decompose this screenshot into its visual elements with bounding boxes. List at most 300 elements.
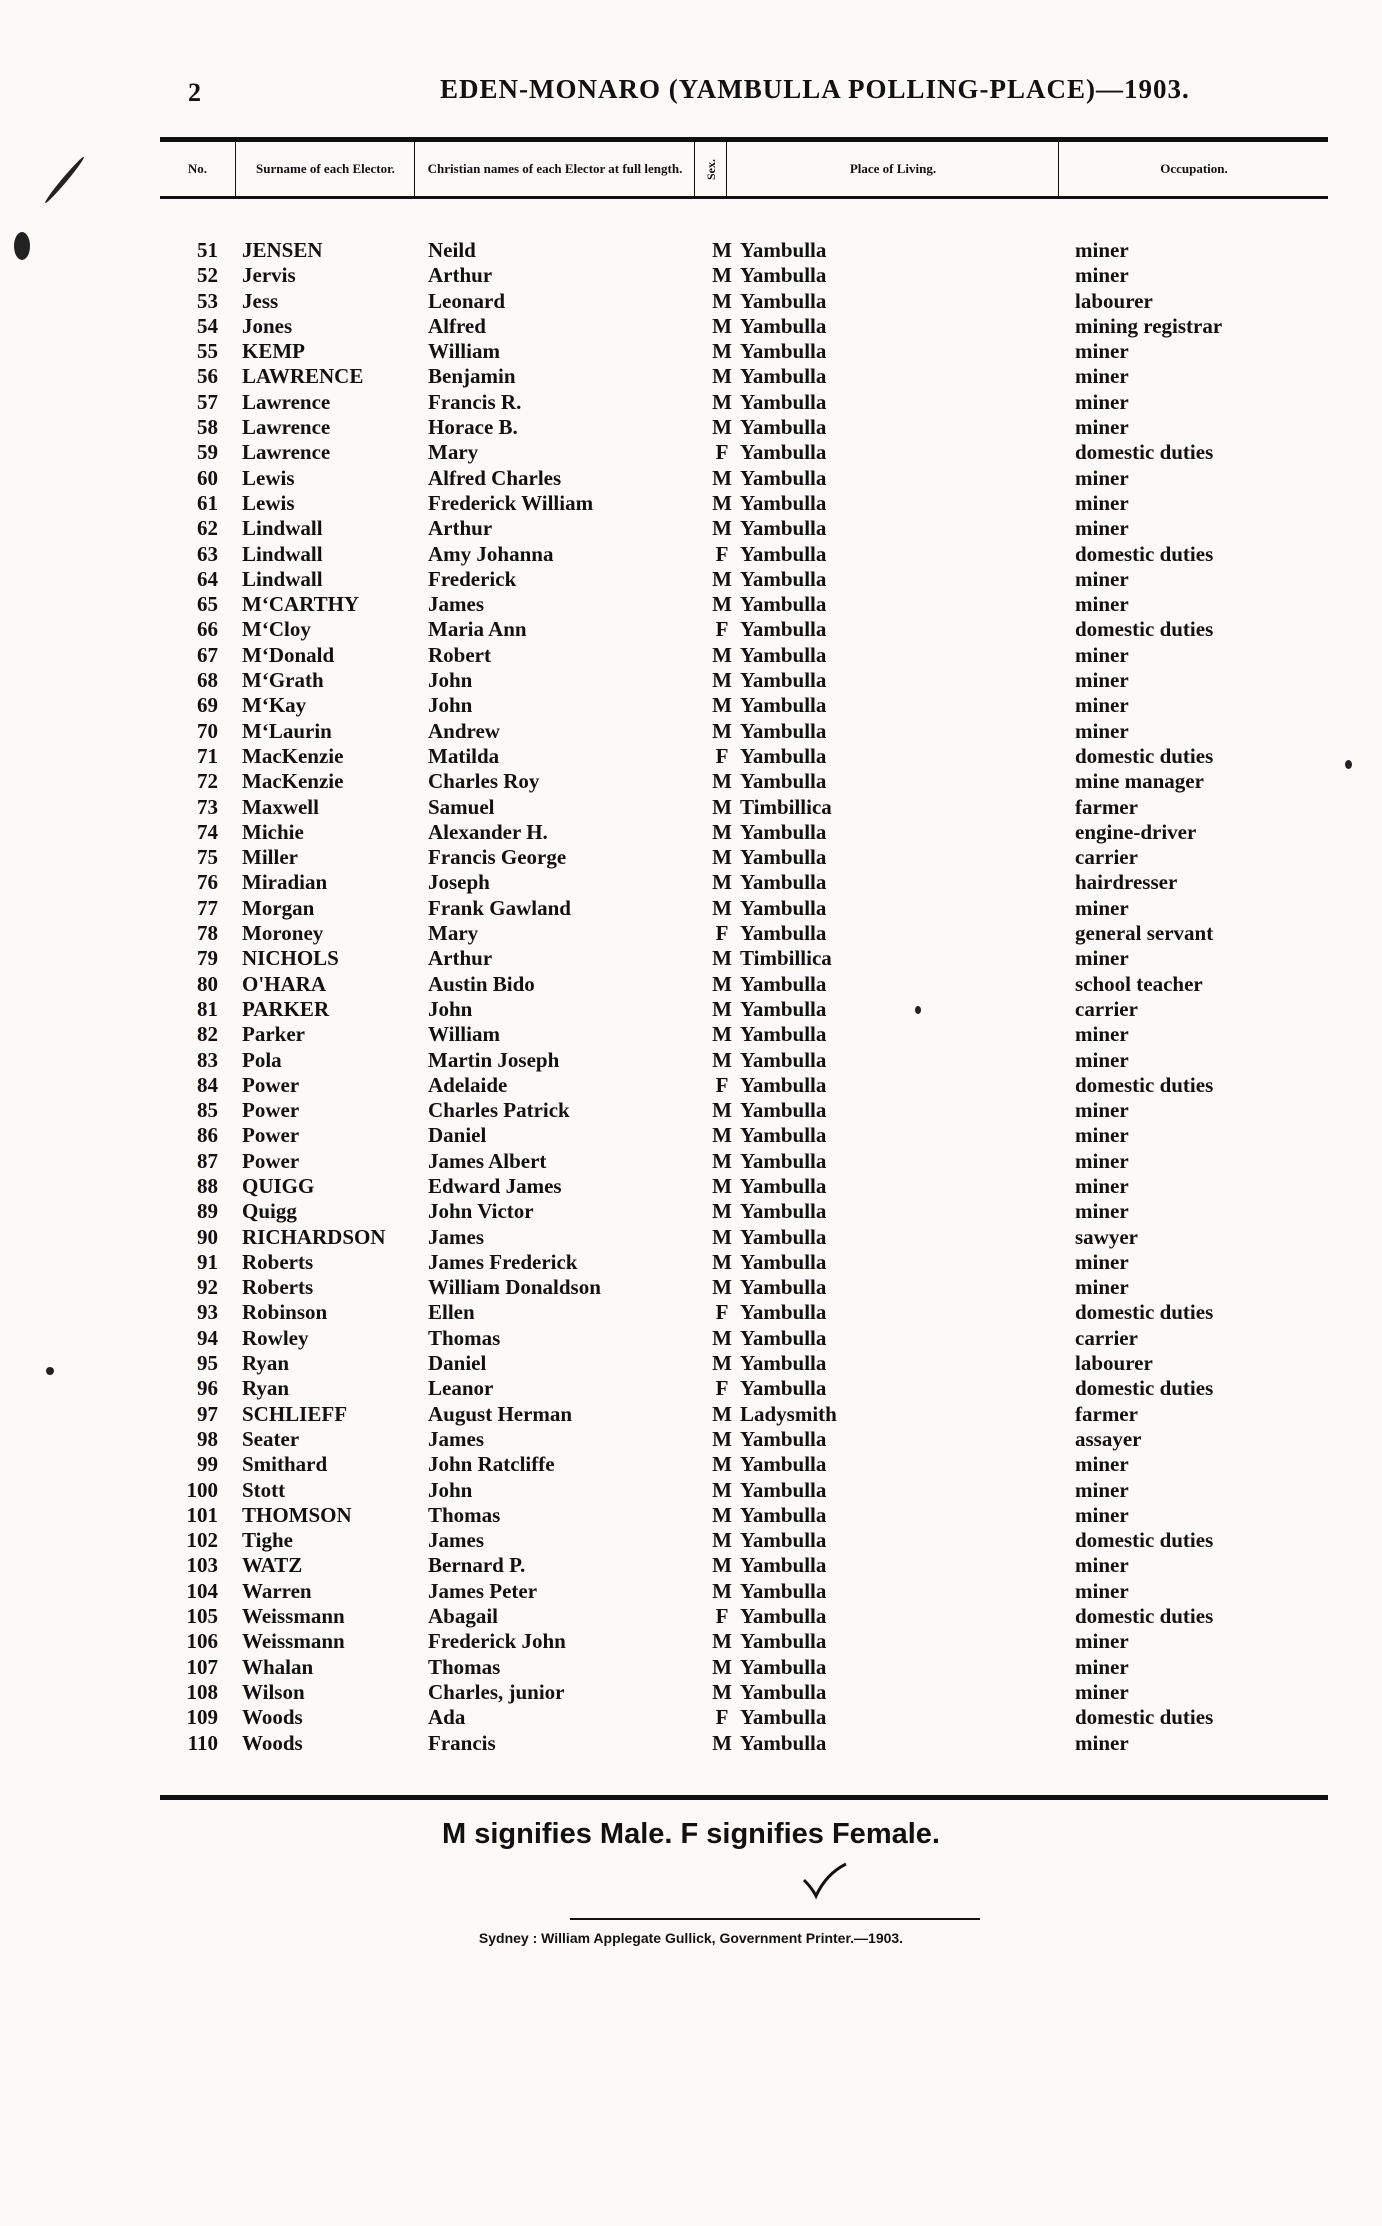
- elector-christian-names: Thomas: [428, 1502, 501, 1527]
- elector-sex: M: [712, 263, 732, 288]
- elector-surname: Power: [242, 1123, 300, 1148]
- elector-place-of-living: Yambulla: [740, 819, 827, 844]
- elector-sex: M: [712, 971, 732, 996]
- elector-surname: QUIGG: [242, 1173, 315, 1198]
- elector-occupation: miner: [1075, 1022, 1129, 1047]
- elector-number: 61: [197, 490, 218, 515]
- elector-sex: F: [715, 440, 729, 465]
- elector-surname: Wilson: [242, 1679, 305, 1704]
- printer-imprint: Sydney : William Applegate Gullick, Government Printer.—1903.: [478, 1930, 904, 1946]
- elector-christian-names: Daniel: [428, 1351, 487, 1376]
- elector-christian-names: William: [428, 1022, 500, 1047]
- elector-occupation: general servant: [1075, 921, 1214, 946]
- elector-occupation: miner: [1075, 389, 1129, 414]
- elector-surname: Lawrence: [242, 440, 331, 465]
- elector-sex: M: [712, 996, 732, 1021]
- elector-place-of-living: Yambulla: [740, 1679, 827, 1704]
- elector-row: [0, 744, 1382, 769]
- elector-occupation: miner: [1075, 238, 1129, 262]
- elector-surname: O'HARA: [242, 971, 326, 996]
- elector-number: 109: [186, 1705, 218, 1730]
- elector-occupation: miner: [1075, 415, 1129, 440]
- column-divider: [414, 142, 415, 196]
- elector-surname: Power: [242, 1148, 300, 1173]
- elector-row: [0, 896, 1382, 921]
- elector-surname: M‘Cloy: [242, 617, 311, 642]
- elector-place-of-living: Ladysmith: [740, 1401, 837, 1426]
- elector-surname: M‘CARTHY: [242, 592, 360, 617]
- elector-number: 51: [197, 238, 218, 262]
- elector-sex: M: [712, 389, 732, 414]
- elector-christian-names: August Herman: [428, 1401, 573, 1426]
- elector-place-of-living: Yambulla: [740, 718, 827, 743]
- elector-occupation: miner: [1075, 1173, 1129, 1198]
- elector-sex: M: [712, 1123, 732, 1148]
- elector-place-of-living: Yambulla: [740, 541, 827, 566]
- elector-number: 90: [197, 1224, 218, 1249]
- elector-christian-names: James Albert: [428, 1148, 547, 1173]
- elector-number: 75: [197, 845, 218, 870]
- elector-occupation: mine manager: [1075, 769, 1204, 794]
- column-divider: [235, 142, 236, 196]
- elector-number: 56: [197, 364, 218, 389]
- elector-sex: M: [712, 313, 732, 338]
- elector-surname: Miradian: [242, 870, 328, 895]
- elector-row: [0, 1351, 1382, 1376]
- elector-christian-names: Adelaide: [428, 1072, 508, 1097]
- elector-sex: M: [712, 415, 732, 440]
- elector-number: 82: [197, 1022, 218, 1047]
- elector-number: 105: [186, 1604, 218, 1629]
- elector-number: 62: [197, 516, 218, 541]
- elector-row: [0, 1022, 1382, 1047]
- elector-occupation: domestic duties: [1075, 541, 1214, 566]
- elector-christian-names: Abagail: [428, 1604, 499, 1629]
- elector-row: [0, 314, 1382, 339]
- elector-place-of-living: Yambulla: [740, 465, 827, 490]
- elector-christian-names: Samuel: [428, 794, 495, 819]
- elector-sex: M: [712, 1275, 732, 1300]
- elector-occupation: domestic duties: [1075, 1376, 1214, 1401]
- elector-christian-names: Francis George: [428, 845, 567, 870]
- elector-place-of-living: Yambulla: [740, 1705, 827, 1730]
- elector-row: [0, 845, 1382, 870]
- elector-row: [0, 769, 1382, 794]
- elector-number: 72: [197, 769, 218, 794]
- elector-number: 107: [186, 1654, 218, 1679]
- elector-surname: Lindwall: [242, 516, 323, 541]
- elector-occupation: domestic duties: [1075, 1072, 1214, 1097]
- elector-occupation: miner: [1075, 1578, 1129, 1603]
- elector-christian-names: Amy Johanna: [428, 541, 554, 566]
- elector-occupation: miner: [1075, 642, 1129, 667]
- elector-place-of-living: Yambulla: [740, 1578, 827, 1603]
- column-header-surname: Surname of each Elector.: [256, 161, 395, 176]
- elector-row: [0, 617, 1382, 642]
- elector-christian-names: Austin Bido: [428, 971, 535, 996]
- elector-christian-names: Horace B.: [428, 415, 518, 440]
- header-bottom-rule: [160, 196, 1328, 199]
- elector-surname: Pola: [242, 1047, 282, 1072]
- elector-occupation: labourer: [1075, 1351, 1153, 1376]
- elector-christian-names: Joseph: [428, 870, 490, 895]
- elector-occupation: carrier: [1075, 845, 1138, 870]
- elector-row: [0, 719, 1382, 744]
- elector-sex: M: [712, 1654, 732, 1679]
- elector-number: 91: [197, 1249, 218, 1274]
- elector-number: 73: [197, 794, 218, 819]
- elector-surname: Quigg: [242, 1199, 297, 1224]
- elector-number: 79: [197, 946, 218, 971]
- elector-christian-names: William Donaldson: [428, 1275, 601, 1300]
- elector-row: [0, 1073, 1382, 1098]
- elector-occupation: miner: [1075, 1047, 1129, 1072]
- elector-occupation: miner: [1075, 1730, 1129, 1755]
- elector-occupation: miner: [1075, 364, 1129, 389]
- elector-surname: THOMSON: [242, 1502, 352, 1527]
- elector-surname: Miller: [242, 845, 298, 870]
- elector-occupation: miner: [1075, 1502, 1129, 1527]
- elector-surname: Seater: [242, 1426, 300, 1451]
- elector-occupation: hairdresser: [1075, 870, 1178, 895]
- elector-place-of-living: Yambulla: [740, 769, 827, 794]
- elector-sex: M: [712, 946, 732, 971]
- elector-row: [0, 972, 1382, 997]
- elector-occupation: miner: [1075, 490, 1129, 515]
- elector-number: 99: [197, 1452, 218, 1477]
- elector-number: 67: [197, 642, 218, 667]
- elector-surname: Rowley: [242, 1325, 309, 1350]
- elector-row: [0, 693, 1382, 718]
- elector-row: [0, 364, 1382, 389]
- elector-surname: Moroney: [242, 921, 324, 946]
- elector-sex: M: [712, 895, 732, 920]
- elector-sex: M: [712, 1148, 732, 1173]
- elector-surname: Lawrence: [242, 415, 331, 440]
- elector-number: 104: [186, 1578, 218, 1603]
- check-mark-icon: [800, 1860, 850, 1900]
- elector-place-of-living: Yambulla: [740, 592, 827, 617]
- elector-occupation: miner: [1075, 566, 1129, 591]
- elector-row: [0, 1604, 1382, 1629]
- elector-surname: Jervis: [242, 263, 296, 288]
- elector-number: 102: [186, 1528, 218, 1553]
- elector-row: [0, 263, 1382, 288]
- elector-sex: M: [712, 1249, 732, 1274]
- elector-occupation: miner: [1075, 1275, 1129, 1300]
- elector-place-of-living: Yambulla: [740, 870, 827, 895]
- elector-christian-names: Matilda: [428, 743, 500, 768]
- elector-sex: M: [712, 1022, 732, 1047]
- elector-number: 110: [187, 1730, 218, 1755]
- elector-row: [0, 946, 1382, 971]
- elector-sex: M: [712, 870, 732, 895]
- elector-number: 92: [197, 1275, 218, 1300]
- elector-number: 57: [197, 389, 218, 414]
- elector-row: [0, 1553, 1382, 1578]
- elector-sex: F: [715, 1376, 729, 1401]
- elector-place-of-living: Yambulla: [740, 895, 827, 920]
- elector-christian-names: John Victor: [428, 1199, 534, 1224]
- elector-sex: M: [712, 1553, 732, 1578]
- elector-christian-names: Bernard P.: [428, 1553, 526, 1578]
- elector-surname: Warren: [242, 1578, 312, 1603]
- elector-christian-names: Edward James: [428, 1173, 562, 1198]
- elector-occupation: farmer: [1075, 794, 1138, 819]
- elector-surname: Maxwell: [242, 794, 319, 819]
- elector-christian-names: Leonard: [428, 288, 506, 313]
- elector-place-of-living: Timbillica: [740, 794, 832, 819]
- elector-row: [0, 1402, 1382, 1427]
- elector-christian-names: John: [428, 693, 473, 718]
- elector-sex: M: [712, 1502, 732, 1527]
- elector-row: [0, 1629, 1382, 1654]
- column-header-no: No.: [187, 161, 208, 176]
- elector-number: 94: [197, 1325, 218, 1350]
- elector-surname: Smithard: [242, 1452, 328, 1477]
- elector-occupation: miner: [1075, 1679, 1129, 1704]
- elector-christian-names: Arthur: [428, 263, 493, 288]
- elector-occupation: miner: [1075, 693, 1129, 718]
- elector-row: [0, 870, 1382, 895]
- elector-occupation: miner: [1075, 516, 1129, 541]
- elector-surname: Stott: [242, 1477, 286, 1502]
- elector-sex: M: [712, 1477, 732, 1502]
- elector-occupation: miner: [1075, 1249, 1129, 1274]
- elector-place-of-living: Yambulla: [740, 364, 827, 389]
- elector-sex: F: [715, 1604, 729, 1629]
- elector-row: [0, 592, 1382, 617]
- elector-christian-names: Alexander H.: [428, 819, 548, 844]
- elector-number: 87: [197, 1148, 218, 1173]
- elector-surname: NICHOLS: [242, 946, 339, 971]
- elector-sex: M: [712, 1629, 732, 1654]
- elector-row: [0, 1199, 1382, 1224]
- elector-occupation: domestic duties: [1075, 1300, 1214, 1325]
- elector-number: 106: [186, 1629, 218, 1654]
- elector-surname: Robinson: [242, 1300, 328, 1325]
- elector-christian-names: Mary: [428, 440, 479, 465]
- elector-row: [0, 390, 1382, 415]
- elector-sex: F: [715, 743, 729, 768]
- elector-row: [0, 289, 1382, 314]
- elector-row: [0, 643, 1382, 668]
- elector-place-of-living: Yambulla: [740, 1553, 827, 1578]
- elector-row: [0, 1680, 1382, 1705]
- elector-occupation: miner: [1075, 668, 1129, 693]
- elector-christian-names: John Ratcliffe: [428, 1452, 555, 1477]
- elector-sex: M: [712, 364, 732, 389]
- elector-occupation: miner: [1075, 1123, 1129, 1148]
- elector-christian-names: James: [428, 1224, 484, 1249]
- elector-row: [0, 1225, 1382, 1250]
- elector-sex: M: [712, 238, 732, 262]
- elector-christian-names: Frederick: [428, 566, 517, 591]
- elector-place-of-living: Timbillica: [740, 946, 832, 971]
- column-header-occupation: Occupation.: [1160, 161, 1228, 176]
- elector-sex: F: [715, 541, 729, 566]
- elector-row: [0, 820, 1382, 845]
- elector-occupation: assayer: [1075, 1426, 1142, 1451]
- elector-place-of-living: Yambulla: [740, 1199, 827, 1224]
- elector-sex: M: [712, 1730, 732, 1755]
- elector-place-of-living: Yambulla: [740, 1351, 827, 1376]
- elector-place-of-living: Yambulla: [740, 1275, 827, 1300]
- elector-christian-names: Charles Roy: [428, 769, 540, 794]
- elector-surname: Ryan: [242, 1351, 290, 1376]
- elector-row: [0, 921, 1382, 946]
- elector-place-of-living: Yambulla: [740, 642, 827, 667]
- elector-row: [0, 1579, 1382, 1604]
- elector-number: 89: [197, 1199, 218, 1224]
- elector-sex: M: [712, 1426, 732, 1451]
- elector-sex: M: [712, 693, 732, 718]
- elector-row: [0, 516, 1382, 541]
- elector-list: [0, 238, 1382, 1756]
- elector-occupation: domestic duties: [1075, 440, 1214, 465]
- printer-rule: [570, 1918, 980, 1920]
- elector-number: 100: [186, 1477, 218, 1502]
- elector-place-of-living: Yambulla: [740, 1629, 827, 1654]
- elector-christian-names: Francis R.: [428, 389, 522, 414]
- elector-surname: Lewis: [242, 490, 295, 515]
- elector-row: [0, 1098, 1382, 1123]
- column-divider: [694, 142, 695, 196]
- elector-surname: Morgan: [242, 895, 315, 920]
- elector-christian-names: John: [428, 1477, 473, 1502]
- elector-row: [0, 1174, 1382, 1199]
- elector-place-of-living: Yambulla: [740, 1452, 827, 1477]
- elector-sex: M: [712, 1224, 732, 1249]
- elector-occupation: miner: [1075, 946, 1129, 971]
- elector-number: 64: [197, 566, 218, 591]
- elector-place-of-living: Yambulla: [740, 389, 827, 414]
- elector-christian-names: Frederick John: [428, 1629, 566, 1654]
- elector-number: 78: [197, 921, 218, 946]
- elector-place-of-living: Yambulla: [740, 1173, 827, 1198]
- elector-surname: Jess: [242, 288, 279, 313]
- elector-number: 93: [197, 1300, 218, 1325]
- elector-place-of-living: Yambulla: [740, 263, 827, 288]
- elector-number: 80: [197, 971, 218, 996]
- elector-sex: M: [712, 1047, 732, 1072]
- elector-row: [0, 1452, 1382, 1477]
- elector-sex: M: [712, 1325, 732, 1350]
- elector-number: 70: [197, 718, 218, 743]
- scan-blemish: [46, 1367, 54, 1375]
- elector-row: [0, 542, 1382, 567]
- elector-place-of-living: Yambulla: [740, 617, 827, 642]
- elector-place-of-living: Yambulla: [740, 1123, 827, 1148]
- column-header-sex: [696, 142, 726, 196]
- elector-christian-names: Leanor: [428, 1376, 494, 1401]
- elector-christian-names: Ellen: [428, 1300, 475, 1325]
- elector-row: [0, 668, 1382, 693]
- elector-number: 101: [186, 1502, 218, 1527]
- elector-place-of-living: Yambulla: [740, 921, 827, 946]
- elector-row: [0, 1655, 1382, 1680]
- scan-blemish: [915, 1006, 921, 1014]
- elector-row: [0, 1275, 1382, 1300]
- elector-row: [0, 1376, 1382, 1401]
- elector-row: [0, 1149, 1382, 1174]
- elector-number: 52: [197, 263, 218, 288]
- elector-sex: M: [712, 668, 732, 693]
- elector-number: 53: [197, 288, 218, 313]
- elector-occupation: miner: [1075, 1452, 1129, 1477]
- elector-place-of-living: Yambulla: [740, 566, 827, 591]
- elector-place-of-living: Yambulla: [740, 1528, 827, 1553]
- elector-row: [0, 466, 1382, 491]
- scan-blemish: [43, 155, 85, 204]
- elector-number: 96: [197, 1376, 218, 1401]
- elector-number: 63: [197, 541, 218, 566]
- elector-sex: M: [712, 592, 732, 617]
- elector-row: [0, 1731, 1382, 1756]
- elector-surname: M‘Kay: [242, 693, 307, 718]
- elector-place-of-living: Yambulla: [740, 1426, 827, 1451]
- elector-christian-names: Maria Ann: [428, 617, 527, 642]
- scan-blemish: [1345, 760, 1352, 769]
- elector-surname: Jones: [242, 313, 293, 338]
- elector-occupation: miner: [1075, 1553, 1129, 1578]
- elector-christian-names: Thomas: [428, 1325, 501, 1350]
- elector-place-of-living: Yambulla: [740, 845, 827, 870]
- elector-sex: F: [715, 1072, 729, 1097]
- elector-surname: Lewis: [242, 465, 295, 490]
- elector-occupation: domestic duties: [1075, 1604, 1214, 1629]
- elector-surname: Power: [242, 1098, 300, 1123]
- elector-christian-names: Alfred Charles: [428, 465, 562, 490]
- elector-row: [0, 1300, 1382, 1325]
- elector-occupation: miner: [1075, 339, 1129, 364]
- elector-occupation: domestic duties: [1075, 617, 1214, 642]
- elector-surname: Woods: [242, 1705, 303, 1730]
- elector-surname: Whalan: [242, 1654, 314, 1679]
- elector-sex: M: [712, 1173, 732, 1198]
- elector-row: [0, 415, 1382, 440]
- elector-occupation: miner: [1075, 1629, 1129, 1654]
- elector-number: 83: [197, 1047, 218, 1072]
- elector-place-of-living: Yambulla: [740, 1376, 827, 1401]
- elector-place-of-living: Yambulla: [740, 415, 827, 440]
- elector-christian-names: Andrew: [428, 718, 500, 743]
- elector-christian-names: James: [428, 1426, 484, 1451]
- elector-occupation: miner: [1075, 1654, 1129, 1679]
- elector-place-of-living: Yambulla: [740, 1654, 827, 1679]
- elector-place-of-living: Yambulla: [740, 1047, 827, 1072]
- elector-surname: MacKenzie: [242, 769, 344, 794]
- elector-number: 65: [197, 592, 218, 617]
- elector-row: [0, 440, 1382, 465]
- elector-christian-names: William: [428, 339, 500, 364]
- elector-row: [0, 1705, 1382, 1730]
- elector-occupation: carrier: [1075, 1325, 1138, 1350]
- elector-christian-names: Martin Joseph: [428, 1047, 560, 1072]
- elector-christian-names: Frederick William: [428, 490, 594, 515]
- elector-place-of-living: Yambulla: [740, 668, 827, 693]
- elector-number: 69: [197, 693, 218, 718]
- elector-row: [0, 339, 1382, 364]
- elector-row: [0, 1123, 1382, 1148]
- elector-place-of-living: Yambulla: [740, 743, 827, 768]
- elector-christian-names: Benjamin: [428, 364, 516, 389]
- elector-occupation: miner: [1075, 1098, 1129, 1123]
- elector-sex: M: [712, 1452, 732, 1477]
- elector-christian-names: James: [428, 1528, 484, 1553]
- elector-sex: M: [712, 769, 732, 794]
- elector-christian-names: Ada: [428, 1705, 466, 1730]
